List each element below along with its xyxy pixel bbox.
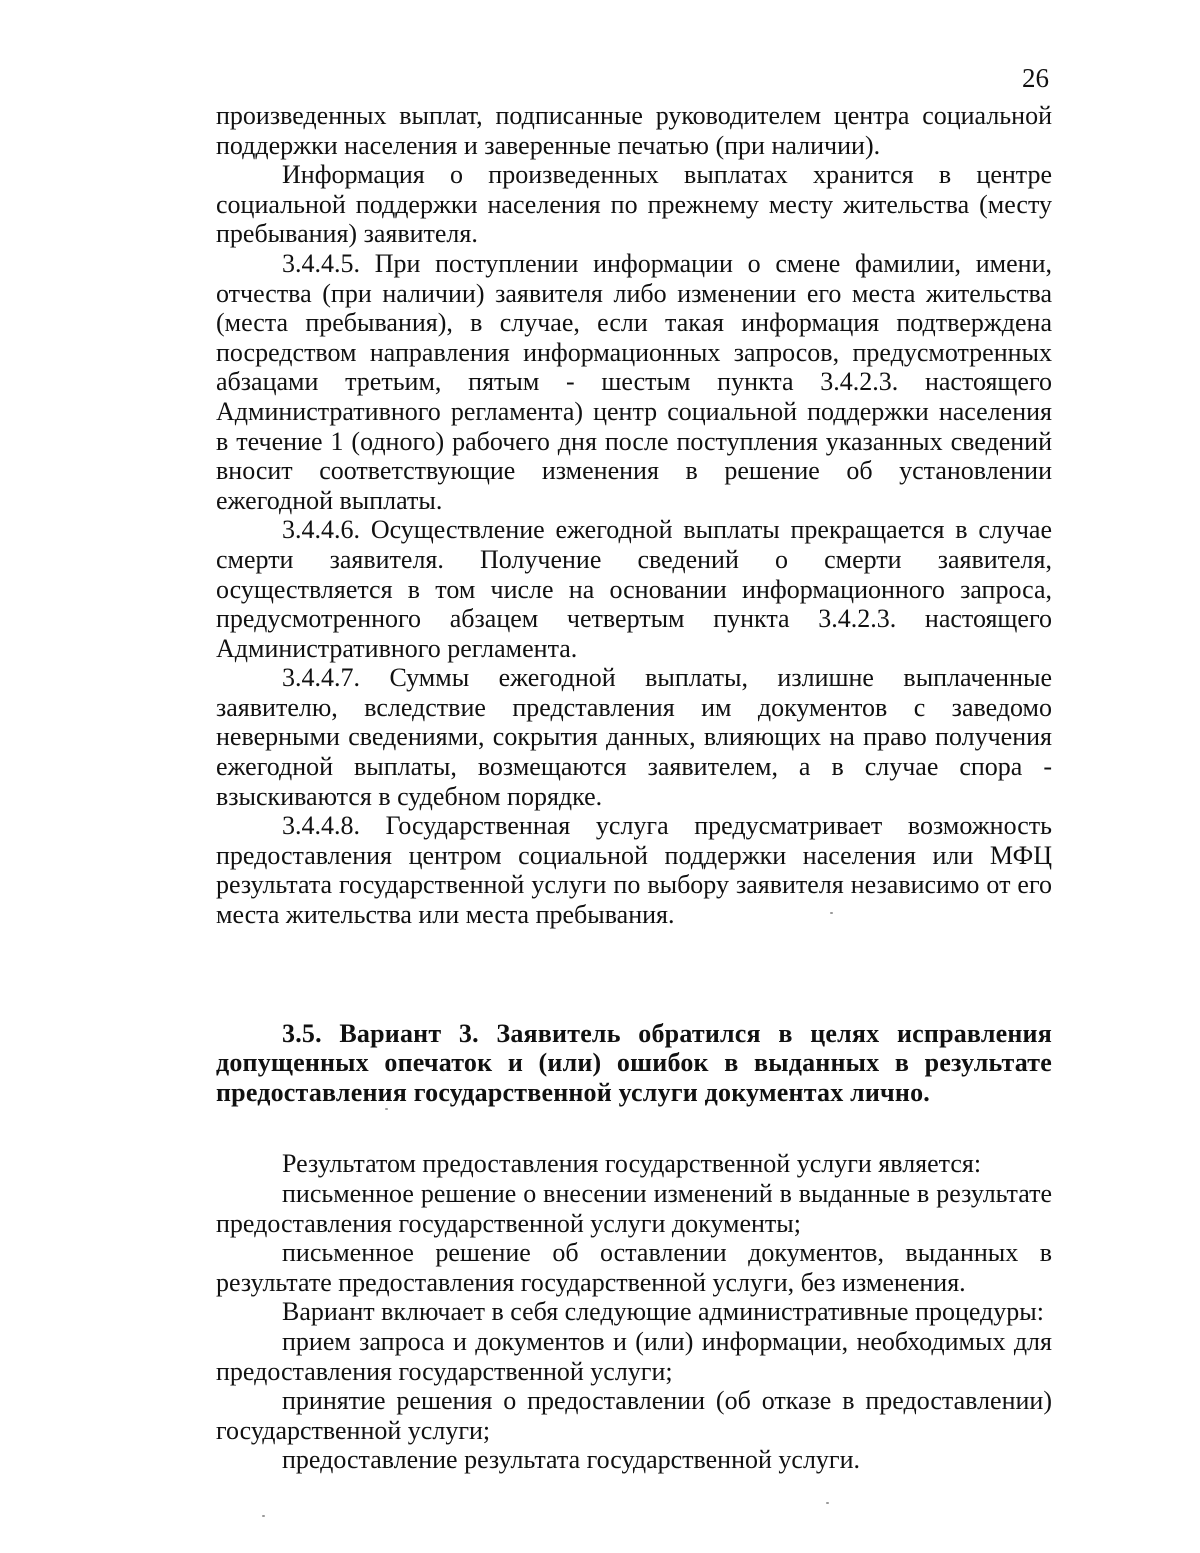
scan-speck <box>826 1502 829 1504</box>
paragraph: произведенных выплат, подписанные руководителем центра социальной поддержки населения и заверенные печатью (при наличии). <box>216 101 1052 160</box>
paragraph: Результатом предоставления государственной услуги является: <box>282 1149 982 1179</box>
section-spacer <box>216 1107 1052 1149</box>
scan-speck <box>262 1515 265 1517</box>
paragraph-3-4-4-8: 3.4.4.8. Государственная услуга предусматривает возможность предоставления центром социальной поддержки населения или МФЦ результата государственной услуги по выбору заявителя независимо от его места жительства или места пребывания. <box>216 811 1052 930</box>
list-item: принятие решения о предоставлении (об отказе в предоставлении) государственной услуги; <box>216 1386 1052 1445</box>
paragraph-3-4-4-6: 3.4.4.6. Осуществление ежегодной выплаты прекращается в случае смерти заявителя. Получение сведений о смерти заявителя, осуществляется в том числе на основании информационного запроса, предусмотренного абзацем четвертым пункта 3.4.2.3. настоящего Административного регламента. <box>216 515 1052 663</box>
list-item: письменное решение о внесении изменений в выданные в результате предоставления государственной услуги документы; <box>216 1179 1052 1238</box>
scan-speck <box>830 912 833 914</box>
paragraph-3-4-4-5: 3.4.4.5. При поступлении информации о смене фамилии, имени, отчества (при наличии) заявителя либо изменении его места жительства (места пребывания), в случае, если такая информация подтверждена посредством направления информационных запросов, предусмотренных абзацами третьим, пятым - шестым пункта 3.4.2.3. настоящего Административного регламента) центр социальной поддержки населения в течение 1 (одного) рабочего дня после поступления указанных сведений вносит соответствующие изменения в решение об установлении ежегодной выплаты. <box>216 248 1052 515</box>
scan-speck <box>385 1108 388 1110</box>
list-item: предоставление результата государственной услуги. <box>282 1445 861 1475</box>
section-spacer <box>216 930 1052 1019</box>
paragraph: Вариант включает в себя следующие административные процедуры: <box>282 1297 1044 1327</box>
section-heading-3-5: 3.5. Вариант 3. Заявитель обратился в целях исправления допущенных опечаток и (или) ошибок в выданных в результате предоставления государственной услуги документах лично. <box>216 1018 1052 1107</box>
paragraph: Информация о произведенных выплатах хранится в центре социальной поддержки населения по прежнему месту жительства (месту пребывания) заявителя. <box>216 160 1052 249</box>
list-item: прием запроса и документов и (или) информации, необходимых для предоставления государственной услуги; <box>216 1326 1052 1386</box>
list-item: письменное решение об оставлении документов, выданных в результате предоставления государственной услуги, без изменения. <box>216 1238 1052 1297</box>
page-number: 26 <box>1022 63 1049 93</box>
paragraph-3-4-4-7: 3.4.4.7. Суммы ежегодной выплаты, излишне выплаченные заявителю, вследствие представления им документов с заведомо неверными сведениями, сокрытия данных, влияющих на право получения ежегодной выплаты, возмещаются заявителем, а в случае спора - взыскиваются в судебном порядке. <box>216 663 1052 811</box>
document-body <box>216 101 1052 1475</box>
